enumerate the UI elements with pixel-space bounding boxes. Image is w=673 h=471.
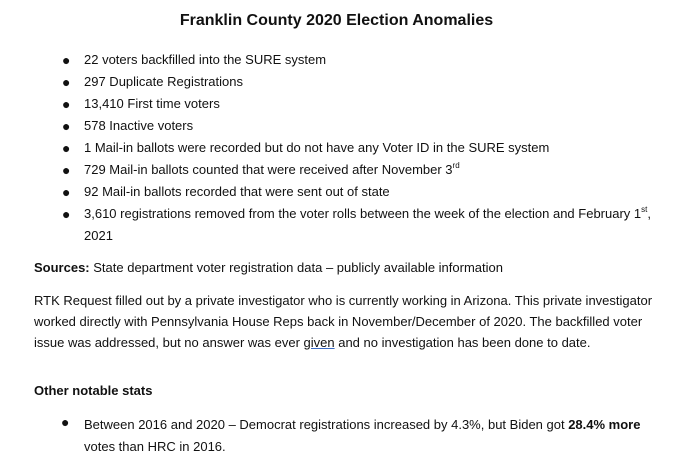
- bullet-icon: ●: [61, 414, 70, 430]
- bullet-icon: ●: [62, 184, 71, 200]
- list-item-text: 578 Inactive voters: [84, 118, 194, 133]
- superscript: rd: [452, 160, 460, 170]
- stat-bold: 28.4% more: [568, 417, 641, 432]
- list-item: [0, 115, 673, 137]
- sources-paragraph: [34, 258, 654, 278]
- list-item: [0, 159, 673, 181]
- rtk-paragraph: [34, 290, 654, 353]
- list-item: [0, 181, 673, 203]
- bullet-icon: ●: [62, 140, 71, 156]
- list-item: [0, 93, 673, 115]
- stat-text: Between 2016 and 2020 – Democrat registrations increased by 4.3%, but Biden got: [84, 417, 569, 432]
- rtk-text: RTK Request filled out by a private investigator who is currently working in Arizona. This private investigator worked directly with Pennsylvania House Reps back in November/December of 2020. The backfilled voter issue was addressed, but no answer was ever: [34, 293, 653, 350]
- list-item-text: 297 Duplicate Registrations: [84, 74, 243, 89]
- other-stats-heading: Other notable stats: [34, 383, 153, 398]
- list-item: [0, 203, 669, 247]
- list-item-text: 1 Mail-in ballots were recorded but do not have any Voter ID in the SURE system: [84, 140, 550, 155]
- list-item-text: 22 voters backfilled into the SURE system: [84, 52, 327, 67]
- bullet-icon: ●: [62, 162, 71, 178]
- bullet-icon: ●: [62, 96, 71, 112]
- list-item: [0, 49, 673, 71]
- document-title: Franklin County 2020 Election Anomalies: [179, 12, 494, 29]
- superscript: st: [641, 204, 648, 214]
- rtk-underlined-word: given: [303, 335, 335, 350]
- anomalies-list: [0, 49, 673, 247]
- rtk-text-end: and no investigation has been done to date.: [334, 335, 591, 350]
- sources-text: State department voter registration data – publicly available information: [89, 260, 503, 275]
- list-item: [0, 137, 673, 159]
- stat-text-end: votes than HRC in 2016.: [84, 439, 226, 454]
- list-item-text: 92 Mail-in ballots recorded that were sent out of state: [84, 184, 390, 199]
- list-item-text: 729 Mail-in ballots counted that were received after November 3: [84, 162, 453, 177]
- bullet-icon: ●: [62, 118, 71, 134]
- list-item: [0, 71, 673, 93]
- bullet-icon: ●: [62, 74, 71, 90]
- list-item-text: [84, 414, 659, 458]
- list-item-text-end: , 2021: [84, 206, 651, 243]
- bullet-icon: ●: [62, 206, 71, 222]
- sources-label: Sources:: [34, 260, 90, 275]
- list-item-text: 13,410 First time voters: [84, 96, 220, 111]
- list-item-text: 3,610 registrations removed from the voter rolls between the week of the election and February 1: [84, 206, 642, 221]
- bullet-icon: ●: [62, 52, 71, 68]
